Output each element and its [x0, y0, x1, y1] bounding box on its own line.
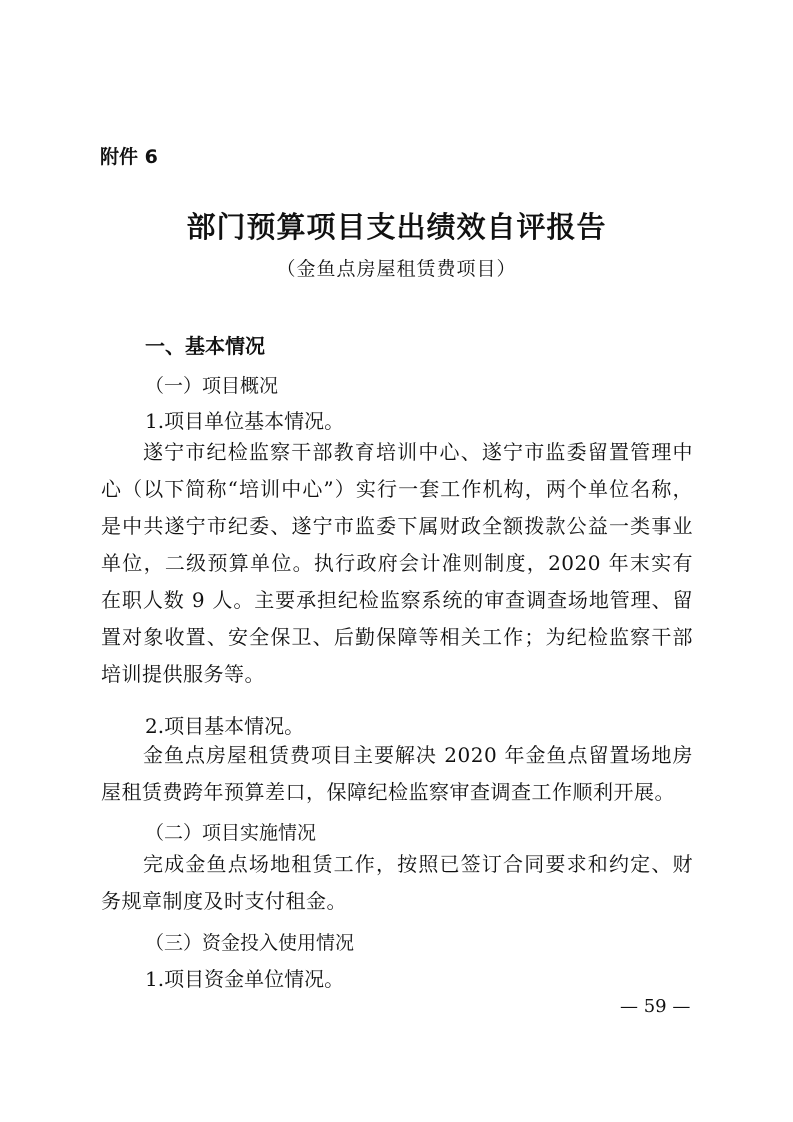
subsection-heading-overview: （一）项目概况: [145, 375, 279, 397]
page-subtitle: （金鱼点房屋租赁费项目）: [276, 258, 517, 280]
page-number: — 59 —: [620, 996, 691, 1017]
paragraph-project-info: 金鱼点房屋租赁费项目主要解决 2020 年金鱼点留置场地房屋租赁费跨年预算差口，保障纪检监察审查调查工作顺利开展。: [101, 743, 693, 804]
section-heading-basic-info: 一、基本情况: [145, 334, 265, 358]
item-heading-unit-info: 1.项目单位基本情况。: [145, 409, 345, 433]
subsection-heading-implementation: （二）项目实施情况: [145, 822, 317, 844]
attachment-label: 附件 6: [100, 146, 158, 168]
item-heading-project-info: 2.项目基本情况。: [145, 714, 305, 738]
paragraph-unit-info: 遂宁市纪检监察干部教育培训中心、遂宁市监委留置管理中心（以下简称“培训中心”）实行一套工作机构，两个单位名称，是中共遂宁市纪委、遂宁市监委下属财政全额拨款公益一类事业单位，二级预算单位。执行政府会计准则制度，2020 年末实有在职人数 9 人。主要承担纪检监察系统的审查调查场地管理、留置对象收置、安全保卫、后勤保障等相关工作；为纪检监察干部培训提供服务等。: [101, 440, 693, 686]
item-heading-funds-unit: 1.项目资金单位情况。: [145, 967, 345, 991]
paragraph-implementation: 完成金鱼点场地租赁工作，按照已签订合同要求和约定、财务规章制度及时支付租金。: [101, 852, 693, 913]
subsection-heading-funds: （三）资金投入使用情况: [145, 932, 355, 954]
page-title: 部门预算项目支出绩效自评报告: [186, 210, 607, 244]
